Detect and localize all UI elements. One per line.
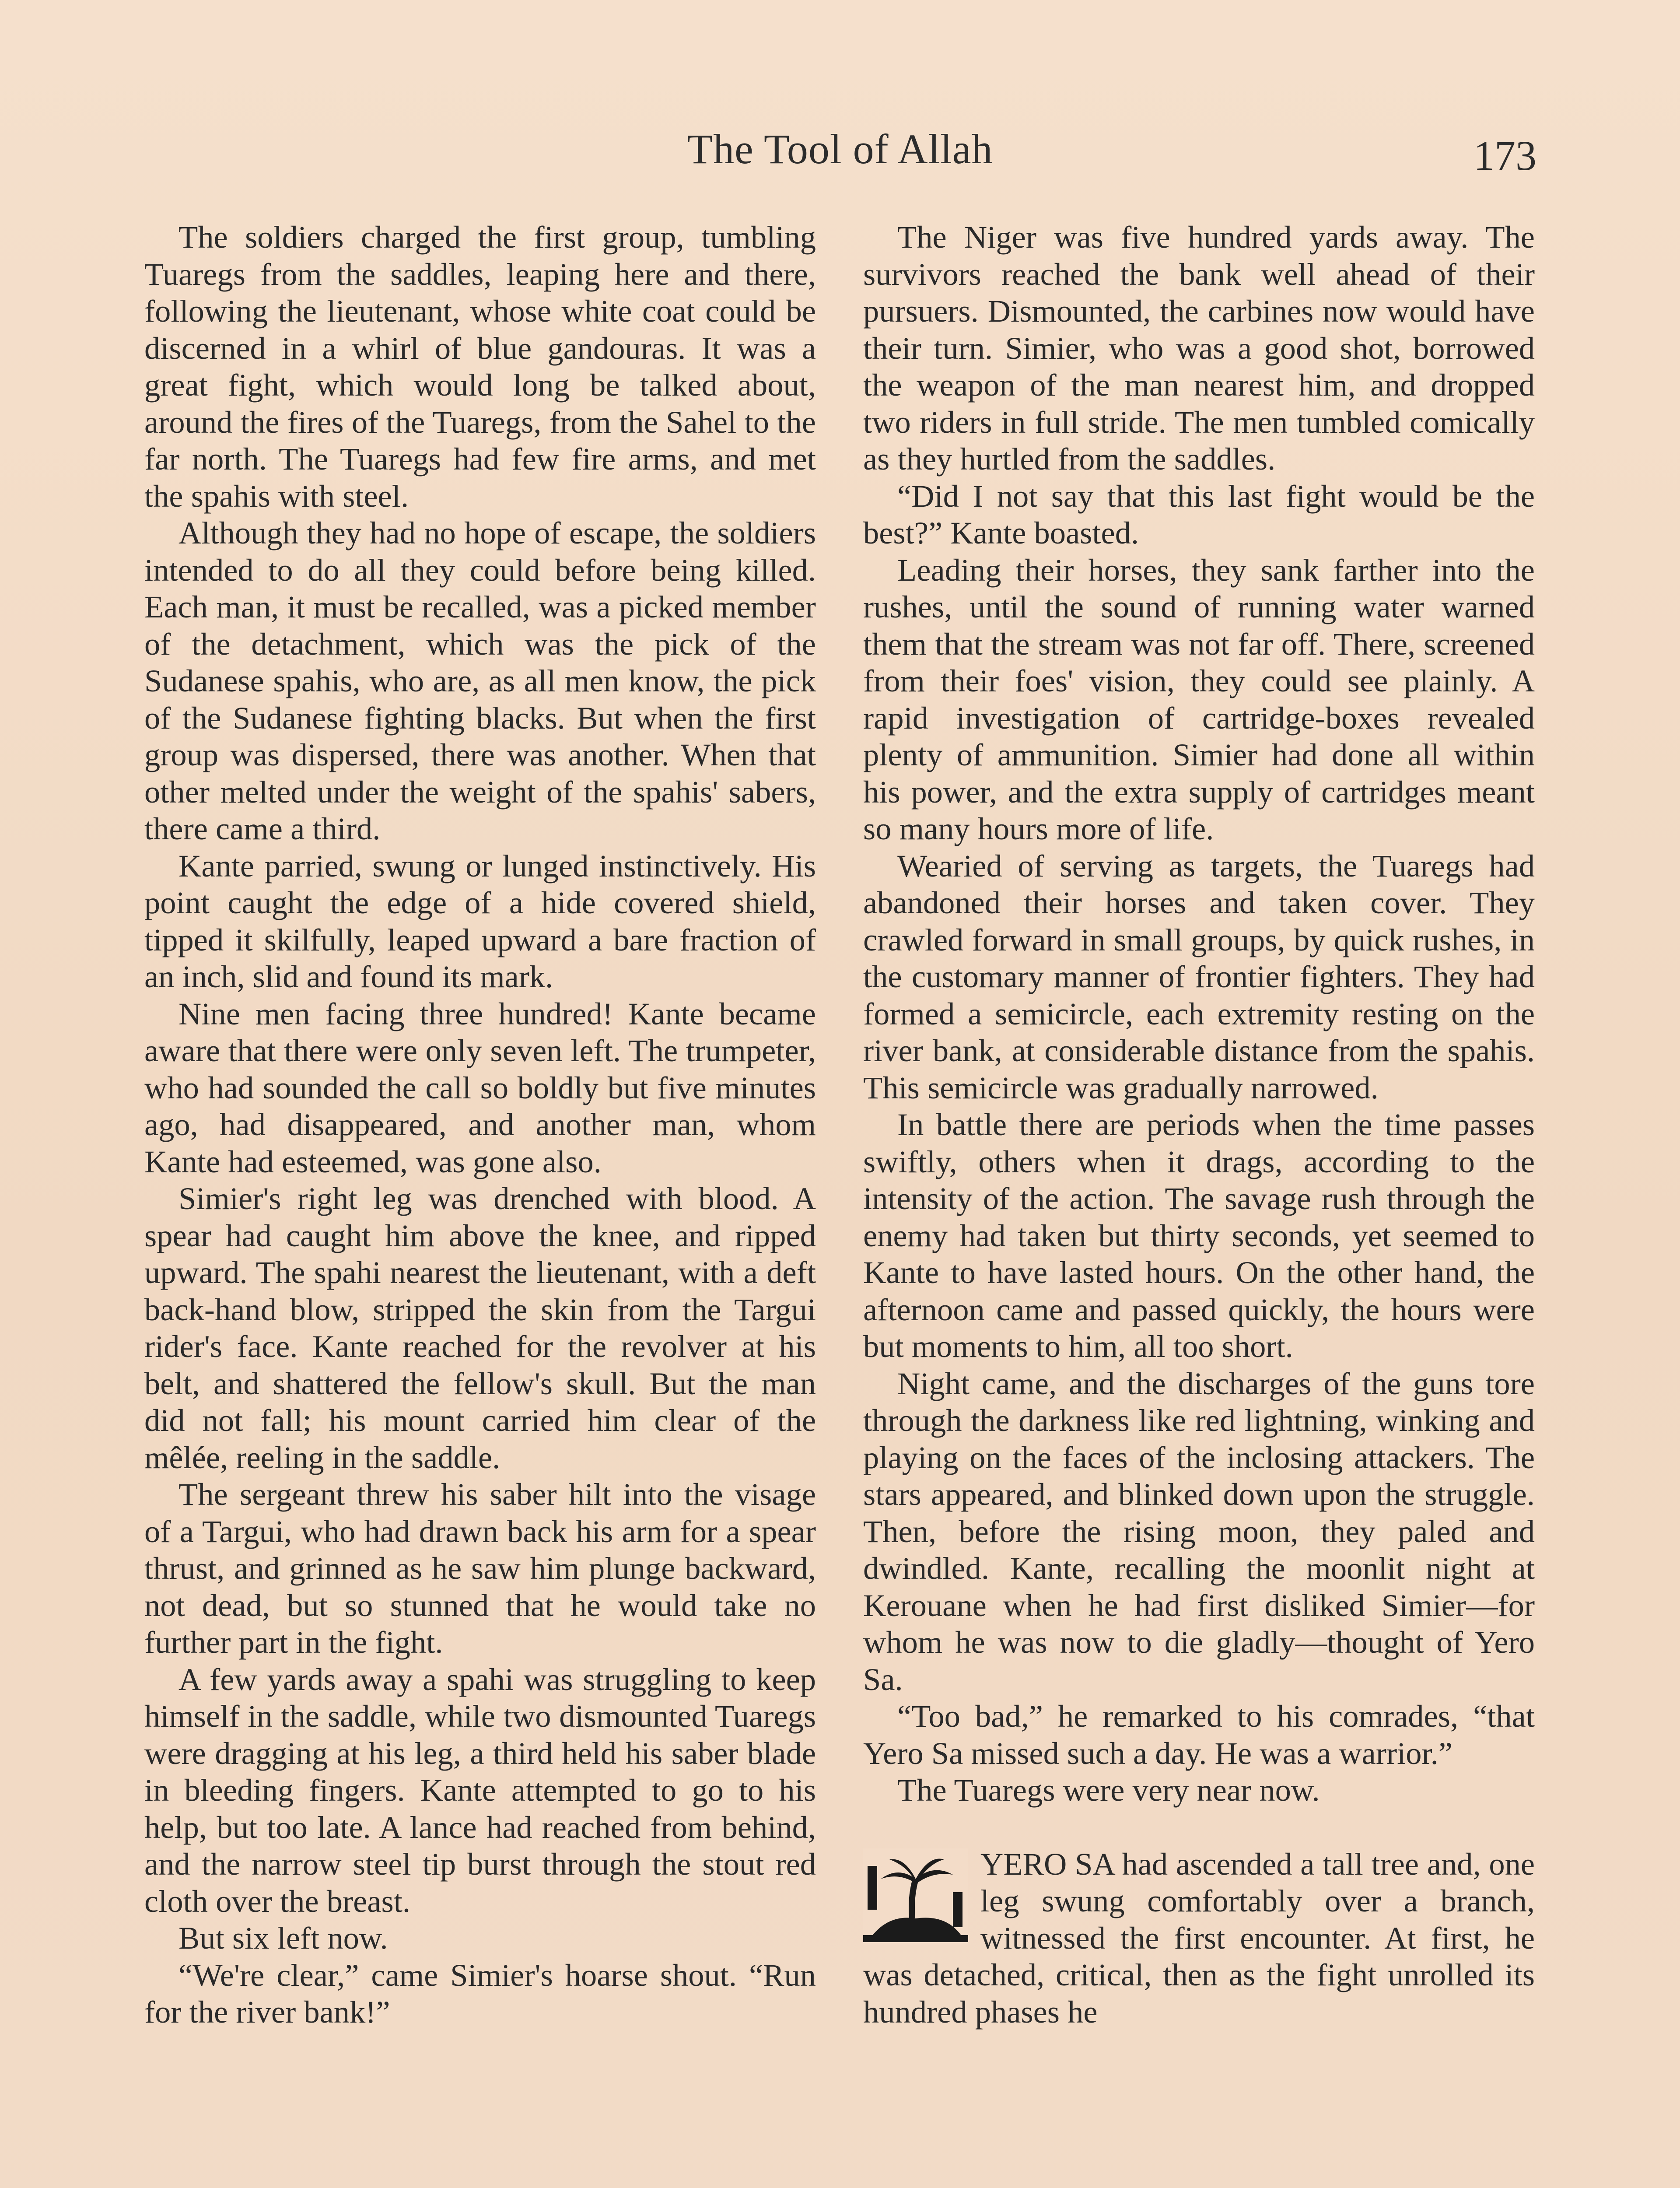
paragraph: Night came, and the discharges of the guns tore through the darkness like red lightning, winking and playing on the faces of the inclosing attackers. The stars appeared, and blinked down upon the struggle. Then, before the rising moon, they paled and dwindled. Kante, recalling the moonlit night at Kerouane when he had first disliked Simier—for whom he was now to die gladly—thought of Yero Sa. (863, 1365, 1535, 1697)
running-header-title: The Tool of Allah (687, 126, 993, 172)
paragraph: Nine men facing three hundred! Kante became aware that there were only seven left. The trumpeter, who had sounded the call so boldly but five minutes ago, had disappeared, and another man, whom Kante had esteemed, was gone also. (144, 996, 816, 1179)
paragraph: But six left now. (178, 1920, 388, 1956)
paragraph: The Tuaregs were very near now. (897, 1772, 1320, 1808)
paragraph: A few yards away a spahi was struggling to keep himself in the saddle, while two dismounted Tuaregs were dragging at his leg, a third held his saber blade in bleeding fingers. Kante attempted to go to his help, but too late. A lance had reached from behind, and the narrow steel tip burst through the stout red cloth over the breast. (144, 1661, 816, 1919)
paragraph: The Niger was five hundred yards away. The survivors reached the bank well ahead of their pursuers. Dismounted, the carbines now would have their turn. Simier, who was a good shot, borrowed the weapon of the man nearest him, and dropped two riders in full stride. The men tumbled comically as they hurtled from the saddles. (863, 219, 1535, 477)
paragraph: “Did I not say that this last fight would be the best?” Kante boasted. (863, 478, 1535, 551)
paragraph: Although they had no hope of escape, the soldiers intended to do all they could before being killed. Each man, it must be recalled, was a picked member of the detachment, which was the pick of the Sudanese spahis, who are, as all men know, the pick of the Sudanese fighting blacks. But when the first group was dispersed, there was another. When that other melted under the weight of the spahis' sabers, there came a third. (144, 515, 816, 846)
left-column (144, 219, 816, 2031)
paragraph: Kante parried, swung or lunged instinctively. His point caught the edge of a hide covered shield, tipped it skilfully, leaped upward a bare fraction of an inch, slid and found its mark. (144, 848, 816, 994)
page-number: 173 (1474, 132, 1536, 179)
section-break (863, 1846, 1535, 2031)
paragraph: Simier's right leg was drenched with blood. A spear had caught him above the knee, and ripped upward. The spahi nearest the lieutenant, with a deft back-hand blow, stripped the skin from the Targui rider's face. Kante reached for the revolver at his belt, and shattered the fellow's skull. But the man did not fall; his mount carried him clear of the mêlée, reeling in the saddle. (144, 1181, 816, 1475)
right-column (863, 219, 1535, 2030)
paragraph: “We're clear,” came Simier's hoarse shout. “Run for the river bank!” (144, 1957, 816, 2030)
paragraph: The soldiers charged the first group, tumbling Tuaregs from the saddles, leaping here and there, following the lieutenant, whose white coat could be discerned in a whirl of blue gandouras. It was a great fight, which would long be talked about, around the fires of the Tuaregs, from the Sahel to the far north. The Tuaregs had few fire arms, and met the spahis with steel. (144, 219, 816, 514)
paragraph: “Too bad,” he remarked to his comrades, “that Yero Sa missed such a day. He was a warrior.” (863, 1698, 1535, 1771)
section-paragraph: YERO SA had ascended a tall tree and, one leg swung comfortably over a branch, witnessed the first encounter. At first, he was detached, critical, then as the fight unrolled its hundred phases he (863, 1846, 1535, 2030)
paragraph: Leading their horses, they sank farther into the rushes, until the sound of running water warned them that the stream was not far off. There, screened from their foes' vision, they could see plainly. A rapid investigation of cartridge-boxes revealed plenty of ammunition. Simier had done all within his power, and the extra supply of cartridges meant so many hours more of life. (863, 552, 1535, 846)
palm-tree-island-icon (863, 1848, 968, 1945)
paragraph: Wearied of serving as targets, the Tuaregs had abandoned their horses and taken cover. They crawled forward in small groups, by quick rushes, in the customary manner of frontier fighters. They had formed a semicircle, each extremity resting on the river bank, at considerable distance from the spahis. This semicircle was gradually narrowed. (863, 848, 1535, 1105)
paragraph: The sergeant threw his saber hilt into the visage of a Targui, who had drawn back his arm for a spear thrust, and grinned as he saw him plunge backward, not dead, but so stunned that he would take no further part in the fight. (144, 1476, 816, 1660)
paragraph: In battle there are periods when the time passes swiftly, others when it drags, according to the intensity of the action. The savage rush through the enemy had taken but thirty seconds, yet seemed to Kante to have lasted hours. On the other hand, the afternoon came and passed quickly, the hours were but moments to him, all too short. (863, 1107, 1535, 1364)
